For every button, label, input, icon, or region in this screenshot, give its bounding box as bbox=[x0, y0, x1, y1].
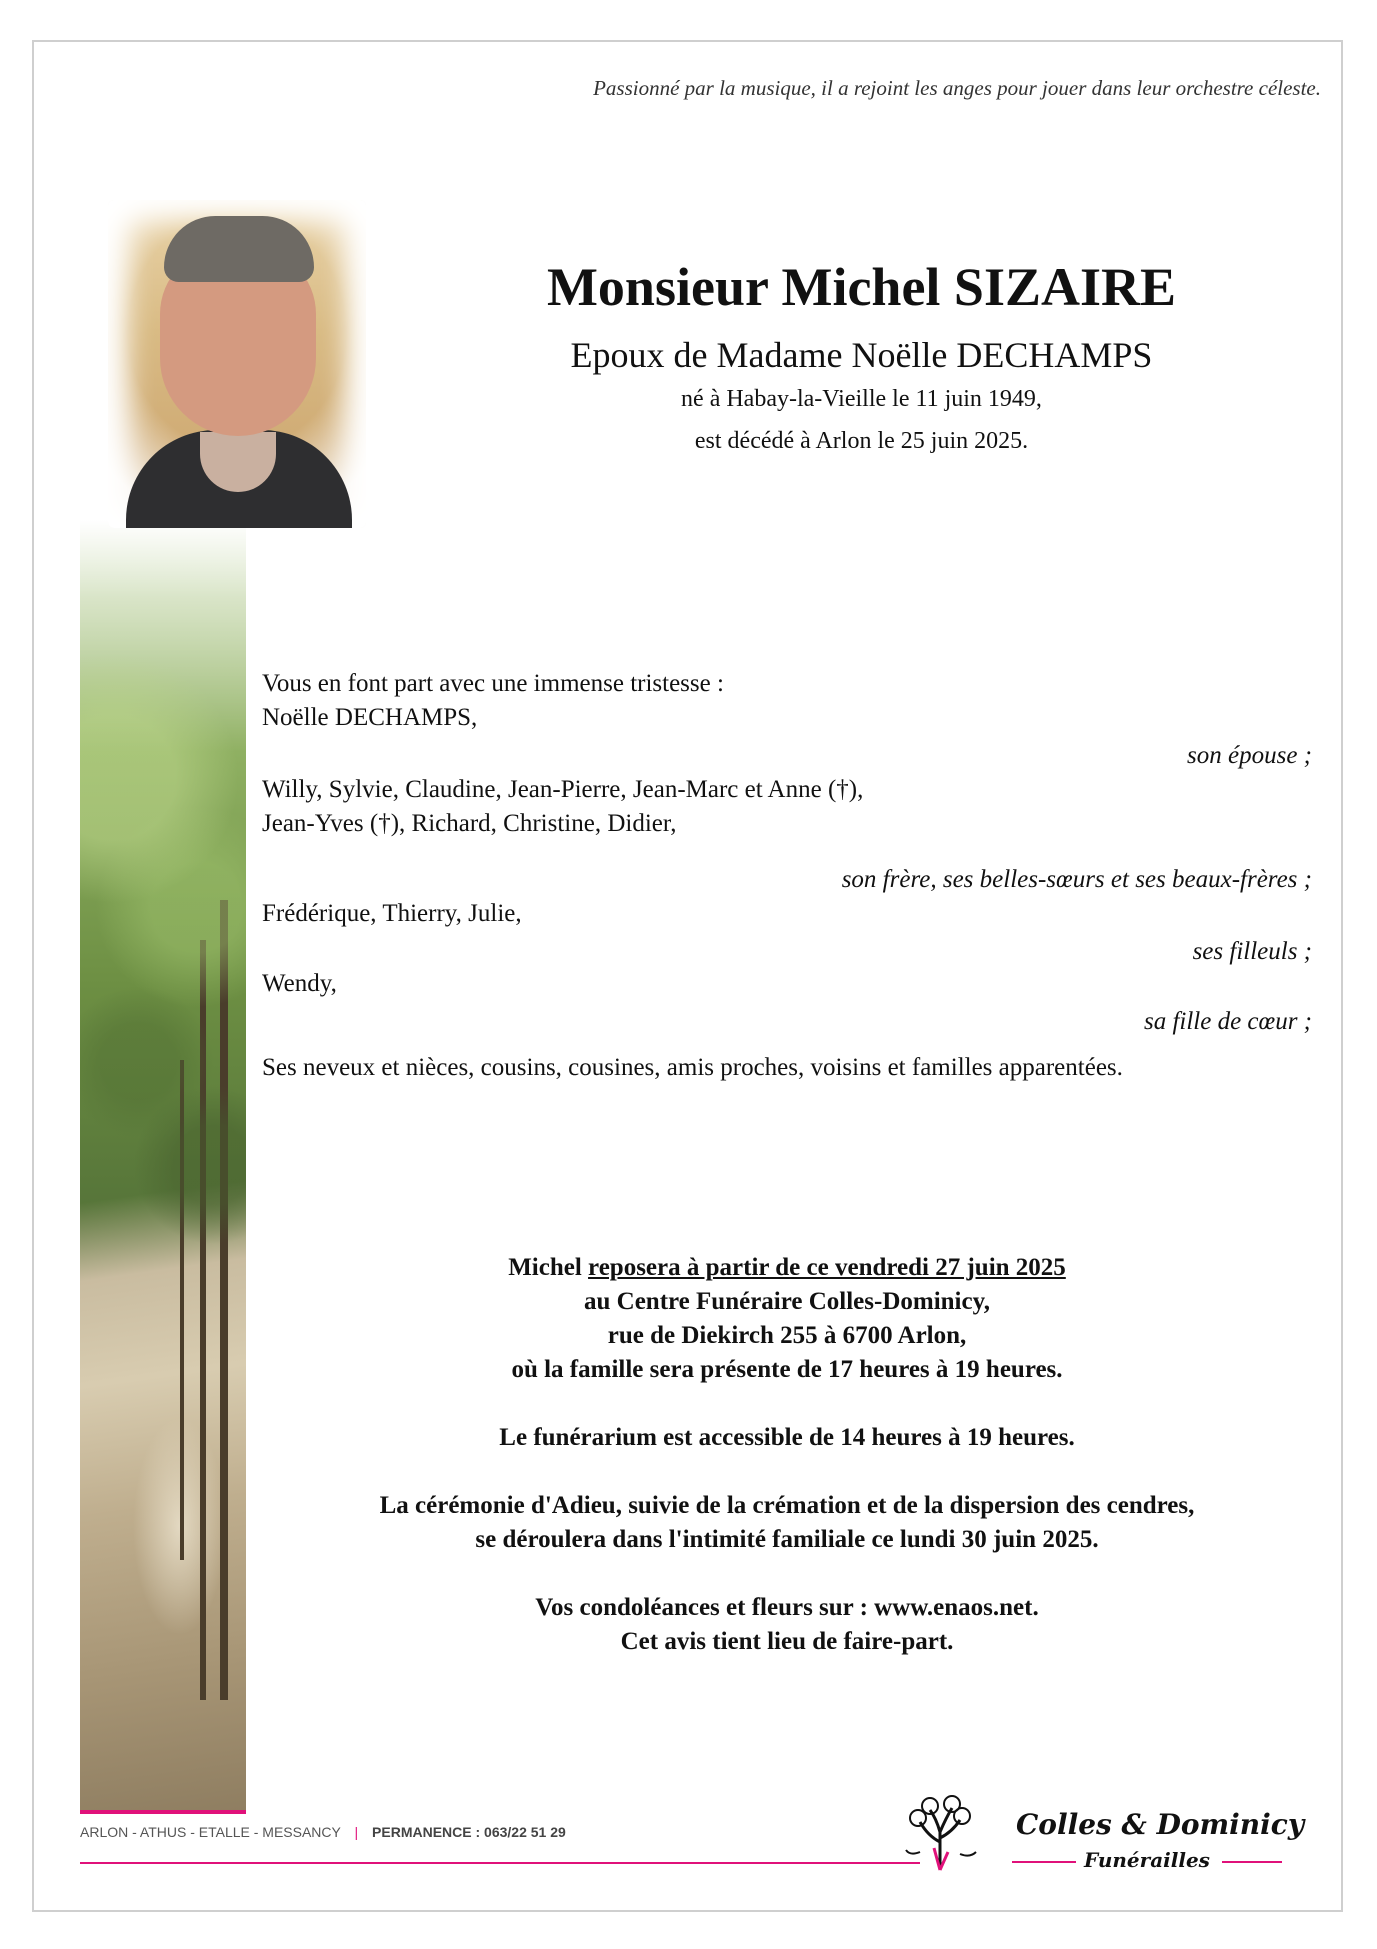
visitation-address: rue de Diekirch 255 à 6700 Arlon, bbox=[607, 1322, 967, 1349]
brand-rule-left bbox=[1012, 1861, 1076, 1863]
family-relation: son frère, ses belles-sœurs et ses beaux-frères ; bbox=[841, 866, 1312, 893]
deceased-name: Monsieur Michel SIZAIRE bbox=[546, 257, 1177, 317]
family-line: Frédérique, Thierry, Julie, bbox=[262, 900, 522, 927]
accent-bar bbox=[80, 1810, 246, 1814]
death-line: est décédé à Arlon le 25 juin 2025. bbox=[694, 428, 1029, 454]
family-line: Ses neveux et nièces, cousins, cousines, amis proches, voisins et familles apparentées. bbox=[262, 1054, 1123, 1081]
family-relation: son épouse ; bbox=[1187, 742, 1312, 769]
family-relation: sa fille de cœur ; bbox=[1143, 1008, 1312, 1035]
footer-permanence: PERMANENCE : 063/22 51 29 bbox=[372, 1824, 566, 1840]
family-intro: Vous en font part avec une immense tristesse : bbox=[262, 670, 724, 697]
footer-info bbox=[80, 1824, 566, 1840]
family-line: Jean-Yves (†), Richard, Christine, Didier, bbox=[262, 810, 677, 837]
forest-path-image bbox=[80, 520, 246, 1810]
faire-part-note: Cet avis tient lieu de faire-part. bbox=[620, 1628, 954, 1655]
family-line: Wendy, bbox=[262, 970, 337, 997]
tree-logo-icon bbox=[890, 1792, 990, 1872]
family-line: Noëlle DECHAMPS, bbox=[262, 704, 478, 731]
ceremony-date: se déroulera dans l'intimité familiale ce lundi 30 juin 2025. bbox=[475, 1526, 1099, 1553]
footer-rule bbox=[80, 1862, 920, 1864]
brand-rule-right bbox=[1222, 1861, 1282, 1863]
brand-name: Colles & Dominicy bbox=[1016, 1808, 1305, 1841]
ceremony-line: La cérémonie d'Adieu, suivie de la crémation et de la dispersion des cendres, bbox=[379, 1492, 1195, 1519]
visitation-place: au Centre Funéraire Colles-Dominicy, bbox=[584, 1288, 990, 1315]
footer-separator: | bbox=[354, 1824, 359, 1840]
visitation-line: Michel reposera à partir de ce vendredi 27 juin 2025 bbox=[508, 1254, 1066, 1281]
funerarium-hours: Le funérarium est accessible de 14 heures à 19 heures. bbox=[499, 1424, 1075, 1451]
family-list bbox=[262, 670, 1312, 1090]
family-line: Willy, Sylvie, Claudine, Jean-Pierre, Jean-Marc et Anne (†), bbox=[262, 776, 864, 803]
epigraph: Passionné par la musique, il a rejoint les anges pour jouer dans leur orchestre céleste. bbox=[593, 76, 1321, 100]
visitation-hours: où la famille sera présente de 17 heures à 19 heures. bbox=[511, 1356, 1063, 1383]
brand-subtitle: Funérailles bbox=[1084, 1848, 1210, 1872]
announcement bbox=[262, 1254, 1312, 1662]
footer-locations: ARLON - ATHUS - ETALLE - MESSANCY bbox=[80, 1824, 341, 1840]
condolences-line: Vos condoléances et fleurs sur : www.enaos.net. bbox=[535, 1594, 1039, 1621]
birth-line: né à Habay-la-Vieille le 11 juin 1949, bbox=[681, 386, 1042, 412]
family-relation: ses filleuls ; bbox=[1192, 938, 1312, 965]
spouse-line: Epoux de Madame Noëlle DECHAMPS bbox=[570, 335, 1153, 375]
